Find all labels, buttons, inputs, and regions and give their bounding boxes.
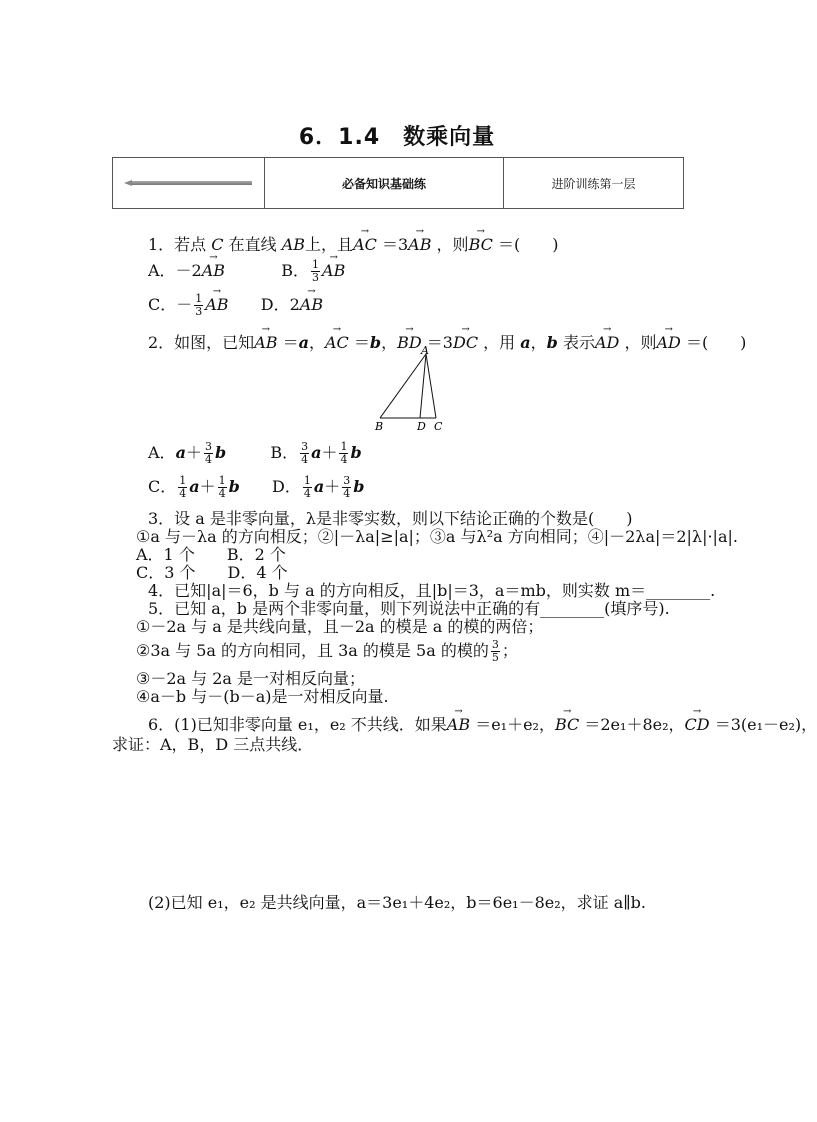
q1-options-cd: C．－ $\frac{1}{3}$ → AB D．2→ AB: [148, 292, 323, 318]
header-table: [112, 157, 684, 209]
label-d: D: [417, 420, 426, 433]
edge-ab: [380, 354, 426, 418]
q2-options-cd: C． $\frac{1}{4}$ a＋ $\frac{1}{4}$ b D． $\frac{1}{4}$ a＋ $\frac{3}{4}$ b: [148, 474, 365, 500]
q6-part1: 6．(1)已知非零向量 e₁，e₂ 不共线．如果→ AB ＝e₁＋e₂，→ BC ＝2e₁＋8e₂，→ CD ＝3(e₁－e₂)，: [148, 712, 817, 735]
label-b: B: [375, 420, 384, 433]
q1-stem: 1．若点 C 在直线 AB上，且→ AC ＝3→ AB ，则→ BC ＝( ): [148, 232, 558, 255]
q3-line3: A．1 个 B．2 个: [136, 545, 286, 564]
edge-ad: [420, 354, 426, 418]
q5-line3: ②3a 与 5a 的方向相同，且 3a 的模是 5a 的模的 $\frac{3}{5}$ ；: [136, 638, 518, 664]
q3-line2: ①a 与－λa 的方向相反；②|－λa|≥|a|；③a 与λ²a 方向相同；④|－2λa|＝2|λ|·|a|.: [136, 527, 738, 546]
pencil-icon: [124, 180, 254, 186]
q3-line4: C．3 个 D．4 个: [136, 563, 288, 582]
label-a: A: [421, 344, 429, 357]
q5-line5: ④a－b 与－(b－a)是一对相反向量.: [136, 687, 389, 706]
q2-options-ab: A．a＋ $\frac{3}{4}$ b B． $\frac{3}{4}$ a＋ $\frac{1}{4}$ b: [148, 440, 362, 466]
label-c: C: [434, 420, 443, 433]
edge-ac: [426, 354, 436, 418]
q1-options-ab: A．－2→ AB B． $\frac{1}{3}$ → AB: [148, 258, 345, 284]
q5-line2: ①－2a 与 a 是共线向量，且－2a 的模是 a 的模的两倍；: [136, 617, 544, 636]
q3-line1: 3．设 a 是非零向量，λ是非零实数，则以下结论正确的个数是( ): [148, 509, 633, 528]
header-pencil-cell: [113, 158, 265, 208]
q5-line1: 5．已知 a，b 是两个非零向量，则下列说法中正确的有________(填序号).: [148, 599, 670, 618]
header-section: 必备知识基础练: [265, 158, 504, 208]
q4-text: 4．已知|a|＝6，b 与 a 的方向相反，且|b|＝3，a＝mb，则实数 m＝________.: [148, 581, 716, 600]
page-title: 6．1.4 数乘向量: [298, 125, 496, 150]
q5-line4: ③－2a 与 2a 是一对相反向量；: [136, 669, 366, 688]
triangle-figure: [374, 346, 454, 434]
q2-stem: 2．如图，已知→ AB ＝a，→ AC ＝b，→ BD ＝3→ DC ，用 a，b 表示→ AD ，则→ AD ＝( ): [148, 330, 746, 353]
q6-part2: (2)已知 e₁，e₂ 是共线向量，a＝3e₁＋4e₂，b＝6e₁－8e₂，求证 a∥b.: [148, 893, 646, 912]
header-level: 进阶训练第一层: [551, 176, 636, 191]
q6-part1-prove: 求证：A，B，D 三点共线．: [112, 735, 314, 754]
